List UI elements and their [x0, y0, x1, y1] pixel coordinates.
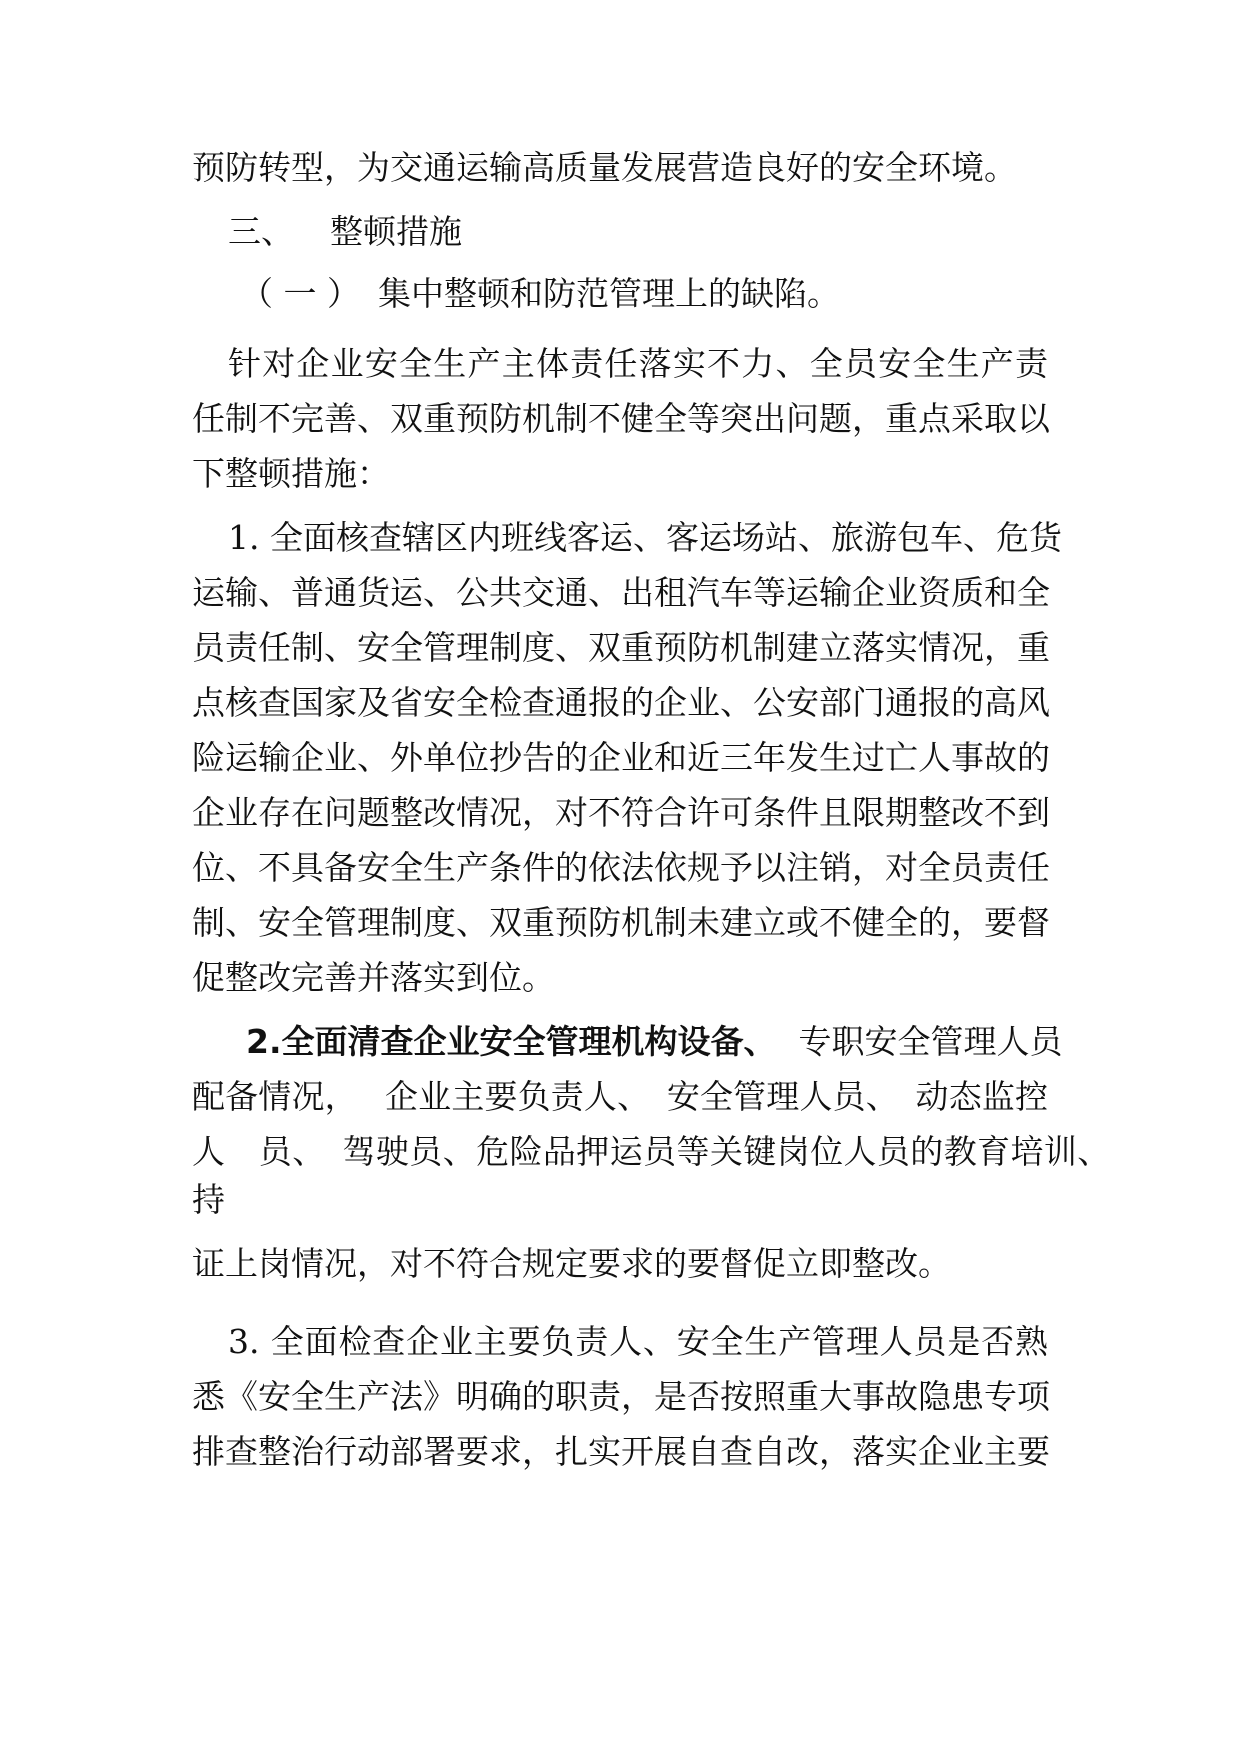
item2-lead-rest: 专职安全管理人员 [798, 1022, 1063, 1061]
item1-line: 运输、普通货运、公共交通、出租汽车等运输企业资质和全 [192, 573, 1050, 612]
item2-line: 人 员、 驾驶员、危险品押运员等关键岗位人员的教育培训、 [192, 1132, 1111, 1171]
intro-tail-line: 预防转型，为交通运输高质量发展营造良好的安全环境。 [192, 148, 1017, 187]
item1-line: 企业存在问题整改情况，对不符合许可条件且限期整改不到 [192, 793, 1050, 832]
item3-line: 3. 全面检查企业主要负责人、安全生产管理人员是否熟 [228, 1322, 1048, 1361]
lead-paragraph-line: 任制不完善、双重预防机制不健全等突出问题，重点采取以 [192, 399, 1050, 438]
item3-line: 悉《安全生产法》明确的职责，是否按照重大事故隐患专项 [192, 1377, 1050, 1416]
section-heading [228, 212, 462, 252]
item2-lead-line [246, 1022, 1063, 1062]
item1-line: 制、安全管理制度、双重预防机制未建立或不健全的，要督 [192, 903, 1050, 942]
lead-paragraph-line: 针对企业安全生产主体责任落实不力、全员安全生产责 [228, 344, 1048, 383]
subsection-heading [240, 274, 840, 314]
item1-line: 1. 全面核查辖区内班线客运、客运场站、旅游包车、危货 [228, 518, 1062, 557]
item1-line: 点核查国家及省安全检查通报的企业、公安部门通报的高风 [192, 683, 1050, 722]
item1-line: 位、不具备安全生产条件的依法依规予以注销，对全员责任 [192, 848, 1050, 887]
item1-line: 险运输企业、外单位抄告的企业和近三年发生过亡人事故的 [192, 738, 1050, 777]
item3-line: 排查整治行动部署要求，扎实开展自查自改，落实企业主要 [192, 1432, 1050, 1471]
subsection-title: 集中整顿和防范管理上的缺陷。 [377, 274, 840, 313]
lead-paragraph-line: 下整顿措施： [192, 454, 390, 493]
item1-line: 员责任制、安全管理制度、双重预防机制建立落实情况，重 [192, 628, 1050, 667]
item2-line: 证上岗情况，对不符合规定要求的要督促立即整改。 [192, 1244, 951, 1283]
section-number: 三、 [228, 212, 294, 251]
item2-line: 配备情况， 企业主要负责人、 安全管理人员、 动态监控 [192, 1077, 1048, 1116]
subsection-number: （ 一 ） [240, 274, 360, 313]
section-title: 整顿措施 [330, 212, 462, 251]
item2-line: 持 [192, 1180, 225, 1219]
item1-line: 促整改完善并落实到位。 [192, 958, 555, 997]
item2-bold-lead: 2.全面清查企业安全管理机构设备、 [246, 1022, 777, 1061]
